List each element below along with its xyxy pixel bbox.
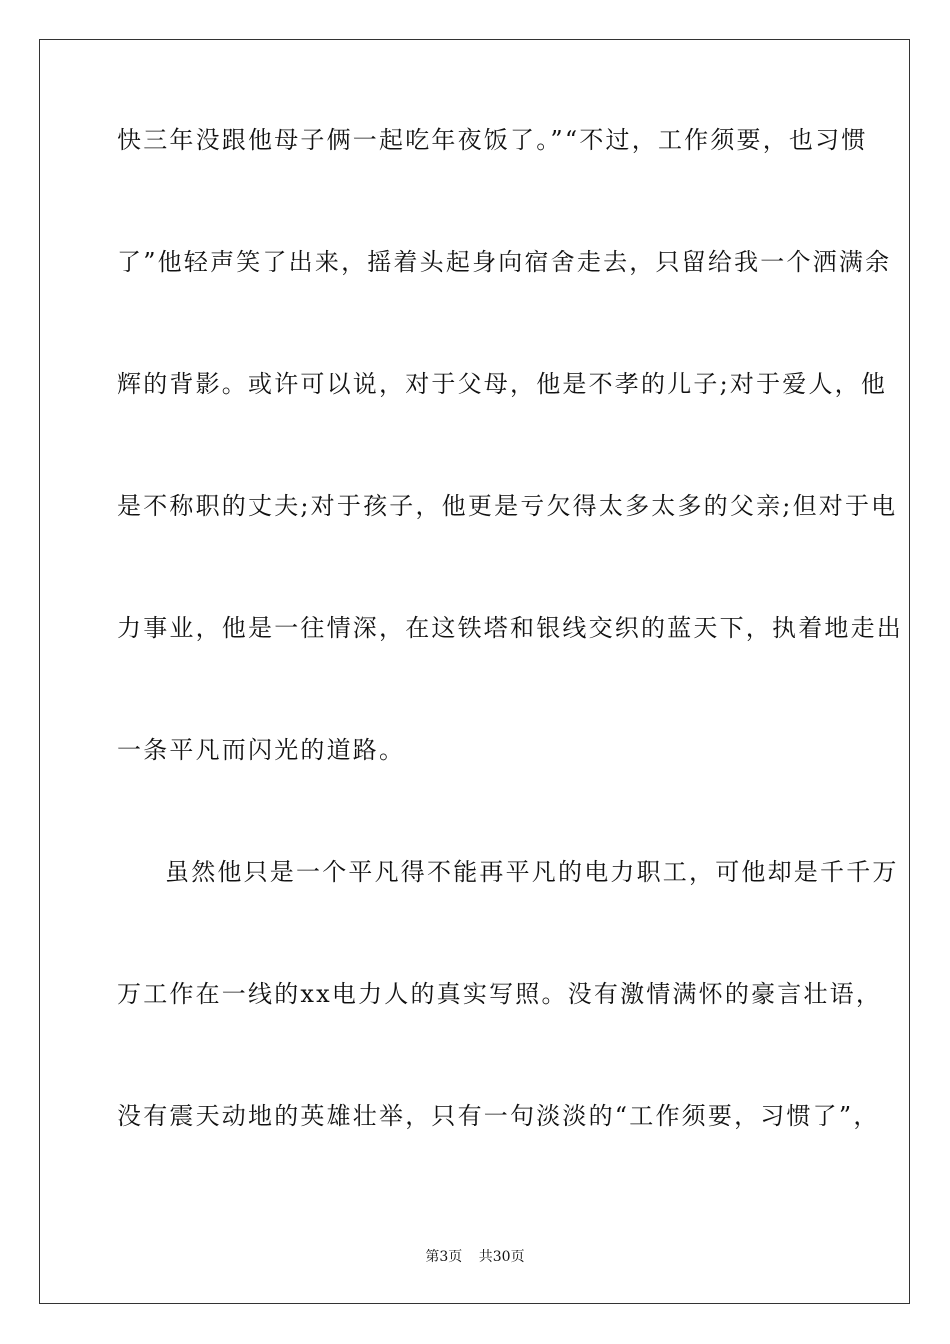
text-line: 一条平凡而闪光的道路。 (117, 736, 406, 764)
page-number: 第3页 (425, 1249, 463, 1265)
text-line: 力事业，他是一往情深，在这铁塔和银线交织的蓝天下，执着地走出 (117, 614, 903, 642)
page-footer (0, 1248, 950, 1266)
text-line: 快三年没跟他母子俩一起吃年夜饭了。”“不过，工作须要，也习惯 (117, 126, 868, 154)
text-line: 了”他轻声笑了出来，摇着头起身向宿舍走去，只留给我一个洒满余 (117, 248, 892, 276)
text-line: 没有震天动地的英雄壮举，只有一句淡淡的“工作须要，习惯了”， (117, 1102, 880, 1130)
text-line: 万工作在一线的xx电力人的真实写照。没有激情满怀的豪言壮语， (117, 980, 883, 1008)
text-line: 辉的背影。或许可以说，对于父母，他是不孝的儿子;对于爱人，他 (117, 370, 888, 398)
page-total: 共30页 (478, 1249, 525, 1265)
text-line: 虽然他只是一个平凡得不能再平凡的电力职工，可他却是千千万 (165, 858, 899, 886)
document-body (117, 124, 903, 1222)
text-line: 是不称职的丈夫;对于孩子，他更是亏欠得太多太多的父亲;但对于电 (117, 492, 898, 520)
